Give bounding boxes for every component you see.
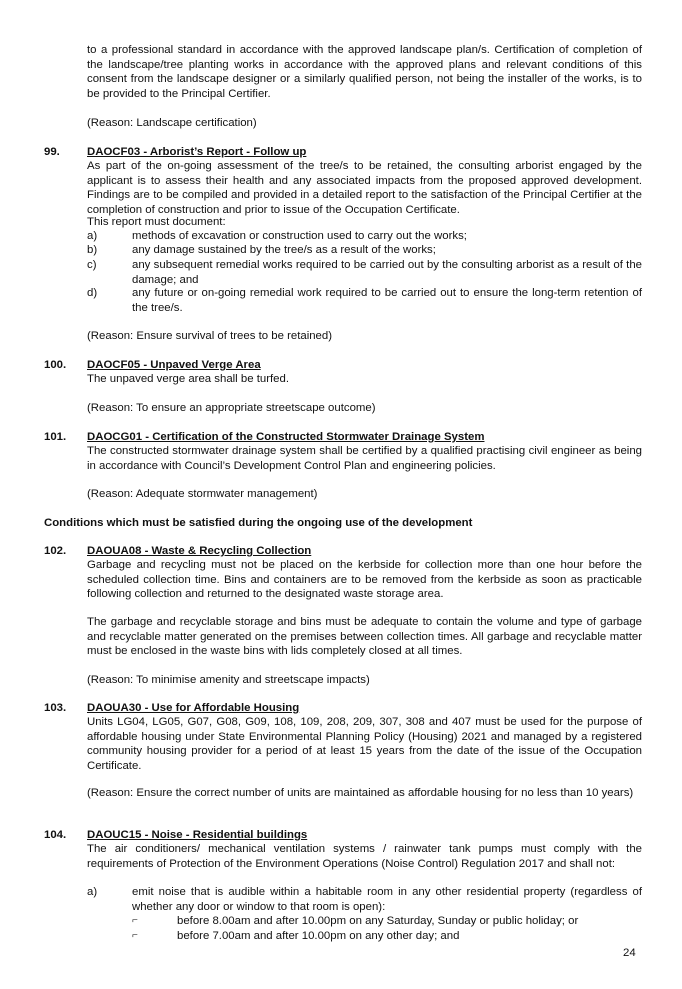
list-label: d) (87, 287, 98, 299)
condition-lead-99: This report must document: (87, 216, 226, 228)
condition-text-99: As part of the on-going assessment of the tree/s to be retained, the consulting arborist engaged by the applicant is to assess their health and any associated impacts from the proposed approved development. Findings are to be compiled and provided in a detailed report to the satisfaction of the Principal Certifier at the completion of construction and prior to issue of the Occupation Certificate. (87, 160, 642, 216)
condition-number-103: 103. (44, 702, 67, 714)
condition-reason-101: (Reason: Adequate stormwater management) (87, 488, 318, 500)
bullet-item: before 7.00am and after 10.00pm on any other day; and (177, 930, 460, 942)
list-item: any future or on-going remedial work required to be carried out to ensure the long-term retention of the tree/s. (132, 287, 642, 314)
condition-reason-102: (Reason: To minimise amenity and streetscape impacts) (87, 674, 370, 686)
condition-number-99: 99. (44, 146, 60, 158)
condition-text-103: Units LG04, LG05, G07, G08, G09, 108, 109, 208, 209, 307, 308 and 407 must be used for the purpose of affordable housing under State Environmental Planning Policy (Housing) 2021 and managed by a registered community housing provider for a period of at least 15 years from the date of the issue of the Occupation Certificate. (87, 716, 642, 772)
section-heading: Conditions which must be satisfied during the ongoing use of the development (44, 517, 473, 529)
condition-heading-100: DAOCF05 - Unpaved Verge Area (87, 359, 261, 371)
condition-text-104: The air conditioners/ mechanical ventilation systems / rainwater tank pumps must comply with the requirements of Protection of the Environment Operations (Noise Control) Regulation 2017 and shall not: (87, 843, 642, 870)
bullet-icon: ⌐ (132, 915, 138, 926)
bullet-item: before 8.00am and after 10.00pm on any Saturday, Sunday or public holiday; or (177, 915, 579, 927)
condition-heading-101: DAOCG01 - Certification of the Constructed Stormwater Drainage System (87, 431, 485, 443)
intro-paragraph: to a professional standard in accordance with the approved landscape plan/s. Certification of completion of the landscape/tree planting works in accordance with the approved plans and relevant conditions of this consent from the landscape designer or a similarly qualified person, not being the installer of the works, is to be provided to the Principal Certifier. (87, 44, 642, 100)
page-number: 24 (623, 947, 636, 959)
condition-text-102a: Garbage and recycling must not be placed on the kerbside for collection more than one hour before the scheduled collection time. Bins and containers are to be removed from the kerbside as soon as practicable following collection and returned to the designated waste storage area. (87, 559, 642, 601)
condition-number-102: 102. (44, 545, 67, 557)
condition-heading-99: DAOCF03 - Arborist’s Report - Follow up (87, 146, 307, 158)
condition-reason-100: (Reason: To ensure an appropriate streetscape outcome) (87, 402, 376, 414)
condition-heading-102: DAOUA08 - Waste & Recycling Collection (87, 545, 312, 557)
list-item: any subsequent remedial works required to be carried out by the consulting arborist as a result of the damage; and (132, 259, 642, 286)
list-label: a) (87, 886, 98, 898)
intro-reason: (Reason: Landscape certification) (87, 117, 257, 129)
list-item: emit noise that is audible within a habitable room in any other residential property (regardless of whether any door or window to that room is open): (132, 886, 642, 913)
list-item: methods of excavation or construction used to carry out the works; (132, 230, 467, 242)
condition-text-100: The unpaved verge area shall be turfed. (87, 373, 290, 385)
condition-reason-99: (Reason: Ensure survival of trees to be retained) (87, 330, 333, 342)
list-item: any damage sustained by the tree/s as a result of the works; (132, 244, 436, 256)
condition-text-102b: The garbage and recyclable storage and bins must be adequate to contain the volume and type of garbage and recyclable matter generated on the premises between collection times. All garbage and recyclable matter must be enclosed in the waste bins with lids completely closed at all times. (87, 616, 642, 658)
condition-heading-103: DAOUA30 - Use for Affordable Housing (87, 702, 300, 714)
condition-number-104: 104. (44, 829, 67, 841)
condition-reason-103: (Reason: Ensure the correct number of units are maintained as affordable housing for no less than 10 years) (87, 787, 634, 799)
condition-number-101: 101. (44, 431, 67, 443)
condition-text-101: The constructed stormwater drainage system shall be certified by a qualified practising civil engineer as being in accordance with Council’s Development Control Plan and engineering policies. (87, 445, 642, 472)
condition-heading-104: DAOUC15 - Noise - Residential buildings (87, 829, 308, 841)
list-label: a) (87, 230, 98, 242)
condition-number-100: 100. (44, 359, 67, 371)
bullet-icon: ⌐ (132, 930, 138, 941)
list-label: c) (87, 259, 97, 271)
list-label: b) (87, 244, 98, 256)
